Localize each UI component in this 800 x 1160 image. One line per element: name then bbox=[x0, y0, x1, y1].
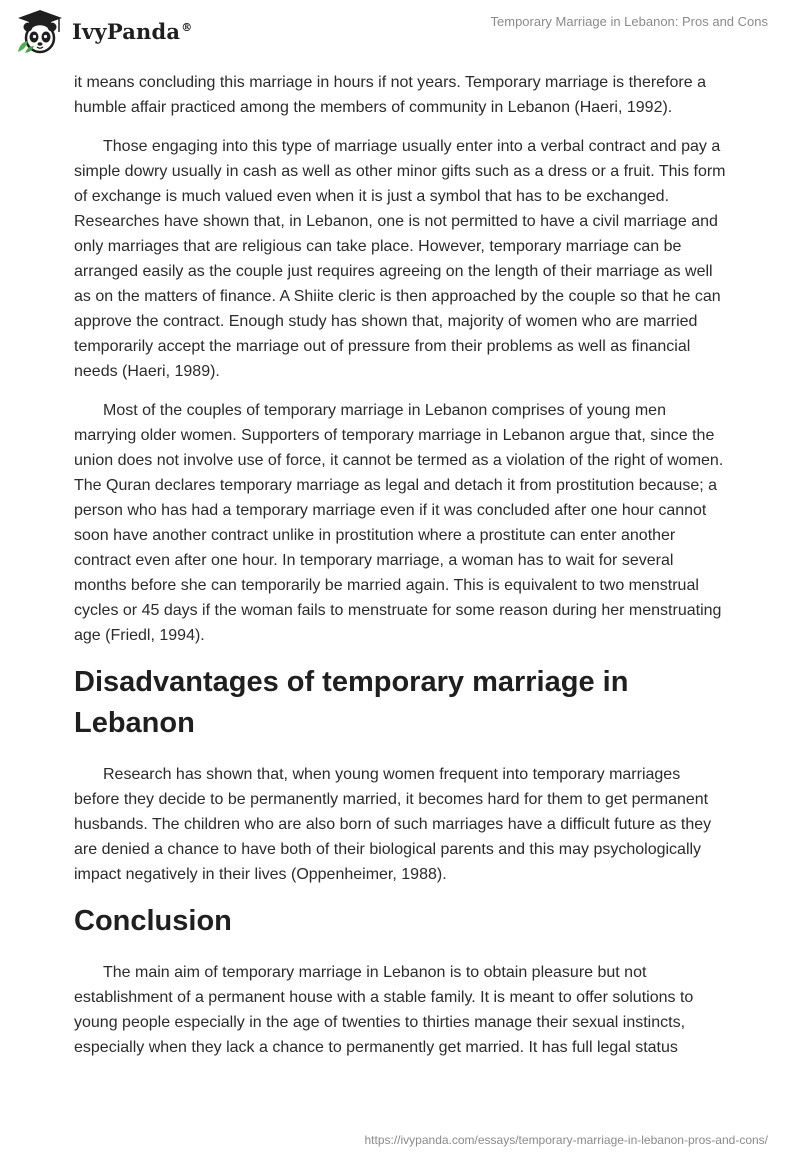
heading-conclusion: Conclusion bbox=[74, 905, 232, 937]
paragraph-disadvantages: Research has shown that, when young women frequent into temporary marriages before they decide to be permanently married, it becomes hard for them to get permanent husbands. The children who are also born of such marriages have a difficult future as they are denied a chance to have both of their biological parents and this may psychologically impact negatively in their lives (Oppenheimer, 1988). bbox=[74, 766, 712, 883]
document-title: Temporary Marriage in Lebanon: Pros and Cons bbox=[490, 14, 768, 29]
paragraph-continuation: it means concluding this marriage in hours if not years. Temporary marriage is therefore a humble affair practiced among the members of community in Lebanon (Haeri, 1992). bbox=[74, 74, 706, 116]
paragraph-couples: Most of the couples of temporary marriage in Lebanon comprises of young men marrying older women. Supporters of temporary marriage in Lebanon argue that, since the union does not involve use of force, it cannot be termed as a violation of the right of women. The Quran declares temporary marriage as legal and detach it from prostitution because; a person who has had a temporary marriage even if it was concluded after one hour cannot soon have another contract unlike in prostitution where a prostitute can enter another contract even after one hour. In temporary marriage, a woman has to wait for several months before she can temporarily be married again. This is equivalent to two menstrual cycles or 45 days if the woman fails to menstruate for some reason during her menstruating age (Friedl, 1994). bbox=[74, 402, 724, 644]
heading-disadvantages: Disadvantages of temporary marriage in Lebanon bbox=[74, 666, 629, 739]
source-url[interactable]: https://ivypanda.com/essays/temporary-marriage-in-lebanon-pros-and-cons/ bbox=[364, 1133, 768, 1147]
panda-graduate-icon bbox=[14, 8, 66, 54]
paragraph-conclusion: The main aim of temporary marriage in Lebanon is to obtain pleasure but not establishment of a permanent house with a stable family. It is meant to offer solutions to young people especially in the age of twenties to thirties manage their sexual instincts, especially when they lack a chance to permanently get married. It has full legal status bbox=[74, 964, 694, 1056]
paragraph-verbal-contract: Those engaging into this type of marriage usually enter into a verbal contract and pay a simple dowry usually in cash as well as other minor gifts such as a dress or a fruit. This form of exchange is much valued even when it is just a symbol that has to be exchanged. Researches have shown that, in Lebanon, one is not permitted to have a civil marriage and only marriages that are religious can take place. However, temporary marriage can be arranged easily as the couple just requires agreeing on the length of their marriage as well as on the matters of finance. A Shiite cleric is then approached by the couple so that he can approve the contract. Enough study has shown that, majority of women who are married temporarily accept the marriage out of pressure from their problems as well as financial needs (Haeri, 1989). bbox=[74, 138, 726, 380]
essay-body bbox=[74, 70, 726, 1074]
page-header bbox=[0, 0, 800, 64]
brand-name: IvyPanda® bbox=[72, 18, 193, 44]
brand-logo[interactable] bbox=[14, 8, 192, 54]
